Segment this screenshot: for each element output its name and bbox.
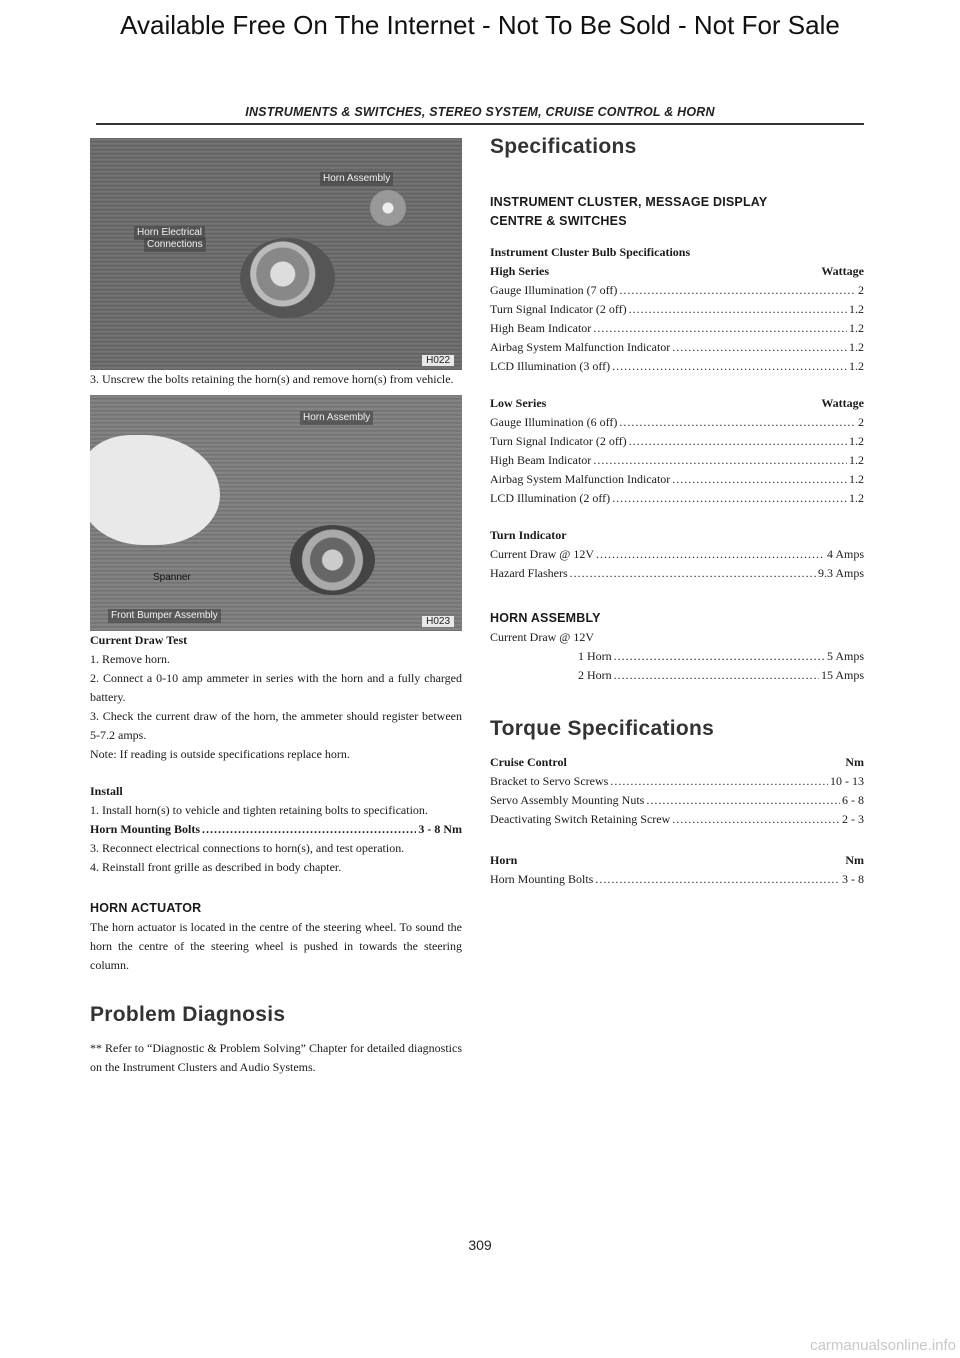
page-number: 309 bbox=[468, 1237, 492, 1253]
spec-row-label: Gauge Illumination (6 off) bbox=[490, 415, 618, 429]
cruise-control-label: Cruise Control bbox=[490, 755, 567, 769]
low-series-wattage: Wattage bbox=[821, 396, 864, 410]
horn-torque-table bbox=[490, 870, 864, 889]
install-step-1: 1. Install horn(s) to vehicle and tighten retaining bolts to specification. bbox=[90, 803, 428, 817]
cruise-control-header bbox=[490, 753, 864, 772]
site-watermark: carmanualsonline.info bbox=[810, 1337, 956, 1354]
spec-row-value: 1.2 bbox=[849, 491, 864, 505]
specifications-title: Specifications bbox=[490, 135, 637, 158]
spec-row bbox=[490, 319, 864, 338]
spec-row-leader bbox=[614, 666, 819, 685]
spec-row-value: 2 - 3 bbox=[842, 812, 864, 826]
spec-row-leader bbox=[646, 791, 840, 810]
cluster-title-line-1: INSTRUMENT CLUSTER, MESSAGE DISPLAY bbox=[490, 195, 768, 209]
horn-actuator-text: The horn actuator is located in the centre of the steering wheel. To sound the horn the centre of the steering wheel is pushed in towards the steering column. bbox=[90, 920, 462, 972]
horn-actuator-title: HORN ACTUATOR bbox=[90, 901, 202, 915]
spec-row bbox=[490, 791, 864, 810]
install-title: Install bbox=[90, 784, 123, 798]
photo2-label-horn-assembly: Horn Assembly bbox=[300, 411, 373, 425]
spec-row-label: LCD Illumination (3 off) bbox=[490, 359, 611, 373]
spec-row-label: High Beam Indicator bbox=[490, 321, 592, 335]
horn-assembly-title: HORN ASSEMBLY bbox=[490, 611, 601, 625]
photo2-label-bumper: Front Bumper Assembly bbox=[108, 609, 221, 623]
spec-row-value: 5 Amps bbox=[826, 649, 864, 663]
current-draw-step-3: 3. Check the current draw of the horn, the ammeter should register between 5-7.2 amps. bbox=[90, 709, 462, 742]
spec-row-leader bbox=[619, 413, 856, 432]
photo1-label-electrical-1: Horn Electrical bbox=[134, 226, 205, 240]
spec-row-leader bbox=[612, 357, 847, 376]
spec-row-label: Turn Signal Indicator (2 off) bbox=[490, 302, 627, 316]
left-column bbox=[90, 138, 462, 1077]
horn-torque-label: Horn bbox=[490, 853, 518, 867]
spec-row-value: 15 Amps bbox=[820, 668, 864, 682]
spec-row bbox=[490, 564, 864, 583]
spec-row-label: Servo Assembly Mounting Nuts bbox=[490, 793, 645, 807]
spec-row-label: Horn Mounting Bolts bbox=[490, 872, 594, 886]
header-rule bbox=[96, 123, 864, 125]
spec-row-value: 1.2 bbox=[849, 302, 864, 316]
top-banner: Available Free On The Internet - Not To Be Sold - Not For Sale bbox=[120, 10, 840, 40]
spec-row-value: 6 - 8 bbox=[842, 793, 864, 807]
low-series-header bbox=[490, 394, 864, 413]
spec-row-label: Hazard Flashers bbox=[490, 566, 568, 580]
spec-row-leader bbox=[612, 489, 847, 508]
install-step-3: 3. Reconnect electrical connections to horn(s), and test operation. bbox=[90, 841, 405, 855]
spec-row-value: 4 Amps bbox=[826, 547, 864, 561]
torque-specifications-title: Torque Specifications bbox=[490, 717, 715, 740]
spec-row-leader bbox=[614, 647, 825, 666]
spec-row bbox=[490, 281, 864, 300]
photo2-code: H023 bbox=[422, 616, 454, 627]
horn-bolts-value: 3 - 8 Nm bbox=[418, 822, 462, 836]
spec-row-label: Turn Signal Indicator (2 off) bbox=[490, 434, 627, 448]
spec-row-leader bbox=[570, 564, 816, 583]
horn-assembly-photo bbox=[90, 138, 462, 370]
spec-row bbox=[490, 300, 864, 319]
horn-mounting-bolts-row bbox=[90, 820, 462, 839]
turn-indicator-table bbox=[490, 545, 864, 583]
spec-row bbox=[490, 870, 864, 889]
spec-row bbox=[490, 666, 864, 685]
spec-row-value: 3 - 8 bbox=[842, 872, 864, 886]
spec-row-leader bbox=[672, 810, 840, 829]
photo1-label-electrical-2: Connections bbox=[144, 238, 206, 252]
high-series-label: High Series bbox=[490, 264, 549, 278]
current-draw-note: Note: If reading is outside specifications replace horn. bbox=[90, 747, 350, 761]
spec-row-value: 1.2 bbox=[849, 340, 864, 354]
spec-row-leader bbox=[595, 870, 840, 889]
spec-row-label: Gauge Illumination (7 off) bbox=[490, 283, 618, 297]
spec-row bbox=[490, 357, 864, 376]
spec-row-value: 9.3 Amps bbox=[817, 566, 864, 580]
spec-row-value: 10 - 13 bbox=[830, 774, 864, 788]
spec-row-label: Airbag System Malfunction Indicator bbox=[490, 340, 671, 354]
horn-assembly-table bbox=[490, 647, 864, 685]
horn-shape bbox=[290, 525, 375, 595]
spec-row-leader bbox=[619, 281, 856, 300]
photo1-code: H022 bbox=[422, 355, 454, 366]
spec-row-value: 1.2 bbox=[849, 434, 864, 448]
spec-row-label: 1 Horn bbox=[578, 649, 612, 663]
spec-row-leader bbox=[593, 319, 847, 338]
cluster-title-line-2: CENTRE & SWITCHES bbox=[490, 214, 627, 228]
install-step-4: 4. Reinstall front grille as described in body chapter. bbox=[90, 860, 342, 874]
problem-diagnosis-text: ** Refer to “Diagnostic & Problem Solving” Chapter for detailed diagnostics on the Instrument Clusters and Audio Systems. bbox=[90, 1041, 462, 1074]
spec-row bbox=[490, 489, 864, 508]
current-draw-step-1: 1. Remove horn. bbox=[90, 652, 170, 666]
spec-row-leader bbox=[629, 300, 847, 319]
horn-torque-header bbox=[490, 851, 864, 870]
low-series-label: Low Series bbox=[490, 396, 547, 410]
spec-row-label: Current Draw @ 12V bbox=[490, 547, 595, 561]
horn-current-draw: Current Draw @ 12V bbox=[490, 630, 595, 644]
spec-row bbox=[490, 451, 864, 470]
spec-row bbox=[490, 432, 864, 451]
spec-row-leader bbox=[672, 338, 847, 357]
spec-row bbox=[490, 772, 864, 791]
spec-row-leader bbox=[629, 432, 847, 451]
photo2-label-spanner: Spanner bbox=[153, 572, 191, 583]
photo1-label-horn-assembly: Horn Assembly bbox=[320, 172, 393, 186]
spec-row-label: High Beam Indicator bbox=[490, 453, 592, 467]
spec-row bbox=[490, 545, 864, 564]
cruise-control-table bbox=[490, 772, 864, 829]
high-series-header bbox=[490, 262, 864, 281]
right-column bbox=[490, 133, 864, 889]
current-draw-step-2: 2. Connect a 0-10 amp ammeter in series with the horn and a fully charged battery. bbox=[90, 671, 462, 704]
spec-row-value: 1.2 bbox=[849, 453, 864, 467]
cruise-control-nm: Nm bbox=[845, 755, 864, 769]
bulb-spec-title: Instrument Cluster Bulb Specifications bbox=[490, 245, 691, 259]
spanner-hand-shape bbox=[90, 435, 220, 545]
turn-indicator-title: Turn Indicator bbox=[490, 528, 567, 542]
spec-row-label: Airbag System Malfunction Indicator bbox=[490, 472, 671, 486]
problem-diagnosis-title: Problem Diagnosis bbox=[90, 1003, 286, 1026]
spec-row bbox=[490, 338, 864, 357]
spec-row bbox=[490, 647, 864, 666]
step-3-unscrew: 3. Unscrew the bolts retaining the horn(s) and remove horn(s) from vehicle. bbox=[90, 372, 454, 386]
spec-row-label: LCD Illumination (2 off) bbox=[490, 491, 611, 505]
bracket-shape bbox=[370, 190, 406, 226]
spec-row-leader bbox=[610, 772, 828, 791]
horn-bolts-label: Horn Mounting Bolts bbox=[90, 822, 201, 836]
spec-row-leader bbox=[672, 470, 847, 489]
spec-row-label: 2 Horn bbox=[578, 668, 612, 682]
spec-row bbox=[490, 810, 864, 829]
horn-torque-nm: Nm bbox=[845, 853, 864, 867]
horn-shape bbox=[240, 238, 335, 318]
spec-row-value: 1.2 bbox=[849, 321, 864, 335]
spec-row-value: 2 bbox=[858, 283, 864, 297]
spec-row-value: 1.2 bbox=[849, 359, 864, 373]
spec-row bbox=[490, 413, 864, 432]
high-series-wattage: Wattage bbox=[821, 264, 864, 278]
spec-row-label: Bracket to Servo Screws bbox=[490, 774, 609, 788]
running-head: INSTRUMENTS & SWITCHES, STEREO SYSTEM, CRUISE CONTROL & HORN bbox=[245, 105, 715, 119]
spec-row-value: 1.2 bbox=[849, 472, 864, 486]
spec-row-value: 2 bbox=[858, 415, 864, 429]
spec-row bbox=[490, 470, 864, 489]
spec-row-leader bbox=[596, 545, 825, 564]
high-series-table bbox=[490, 281, 864, 376]
current-draw-title: Current Draw Test bbox=[90, 633, 188, 647]
horn-removal-photo bbox=[90, 395, 462, 631]
spec-row-leader bbox=[593, 451, 847, 470]
spec-row-label: Deactivating Switch Retaining Screw bbox=[490, 812, 671, 826]
low-series-table bbox=[490, 413, 864, 508]
